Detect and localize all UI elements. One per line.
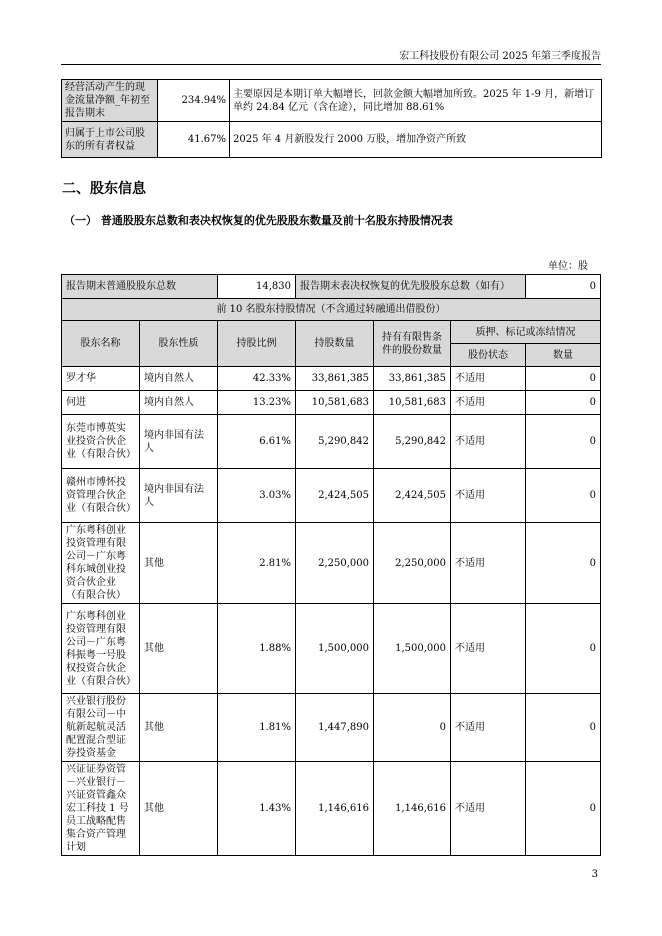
holder-count: 33,861,385: [296, 367, 374, 391]
holder-name: 广东粤科创业投资管理有限公司－广东粤科东城创业投资合伙企业（有限合伙）: [62, 523, 140, 604]
holder-pledge-status: 不适用: [451, 523, 526, 604]
change-cell: 234.94%: [158, 80, 230, 122]
header-name: 股东名称: [62, 321, 140, 367]
table-row: [62, 367, 601, 391]
holder-name: 赣州市博怀投资管理合伙企业（有限合伙）: [62, 469, 140, 523]
table-row: [62, 694, 601, 762]
holder-ratio: 6.61%: [218, 415, 296, 469]
header-restricted: 持有有限售条件的股份数量: [374, 321, 451, 367]
holder-restricted: 2,424,505: [374, 469, 451, 523]
holder-ratio: 13.23%: [218, 391, 296, 415]
change-cell: 41.67%: [158, 122, 230, 158]
holder-pledge-qty: 0: [526, 367, 601, 391]
holder-count: 5,290,842: [296, 415, 374, 469]
header-nature: 股东性质: [140, 321, 218, 367]
holder-nature: 境内非国有法人: [140, 469, 218, 523]
holder-ratio: 3.03%: [218, 469, 296, 523]
header-pledge-count: 数量: [526, 344, 601, 367]
holder-restricted: 1,146,616: [374, 762, 451, 856]
holder-name: 兴证证券资管－兴业银行－兴证资管鑫众宏工科技 1 号员工战略配售集合资产管理计划: [62, 762, 140, 856]
holder-restricted: 1,500,000: [374, 604, 451, 694]
holder-pledge-status: 不适用: [451, 694, 526, 762]
header-ratio: 持股比例: [218, 321, 296, 367]
reason-cell: 2025 年 4 月新股发行 2000 万股，增加净资产所致: [230, 122, 602, 158]
holder-restricted: 5,290,842: [374, 415, 451, 469]
holder-count: 1,500,000: [296, 604, 374, 694]
holder-pledge-status: 不适用: [451, 604, 526, 694]
table-header-row: [62, 321, 601, 344]
holder-ratio: 1.88%: [218, 604, 296, 694]
holder-pledge-status: 不适用: [451, 367, 526, 391]
table-row: [62, 299, 601, 321]
page-header-title: 宏工科技股份有限公司 2025 年第三季度报告: [399, 51, 601, 62]
table-row: [62, 391, 601, 415]
holder-name: 罗才华: [62, 367, 140, 391]
holder-pledge-qty: 0: [526, 391, 601, 415]
holder-name: 东莞市博英实业投资合伙企业（有限合伙）: [62, 415, 140, 469]
holder-nature: 境内自然人: [140, 391, 218, 415]
holder-ratio: 2.81%: [218, 523, 296, 604]
unit-label: 单位：股: [548, 261, 588, 272]
table-row: [62, 275, 601, 299]
holder-pledge-qty: 0: [526, 694, 601, 762]
holder-pledge-qty: 0: [526, 415, 601, 469]
table-row: [62, 122, 602, 158]
holder-restricted: 0: [374, 694, 451, 762]
table-row: [62, 523, 601, 604]
holder-nature: 境内非国有法人: [140, 415, 218, 469]
header-count: 持股数量: [296, 321, 374, 367]
shareholder-table: [61, 274, 601, 856]
holder-nature: 其他: [140, 604, 218, 694]
holder-count: 10,581,683: [296, 391, 374, 415]
header-divider: [61, 64, 601, 65]
holder-name: 广东粤科创业投资管理有限公司－广东粤科振粤一号股权投资合伙企业（有限合伙）: [62, 604, 140, 694]
holder-pledge-qty: 0: [526, 762, 601, 856]
table-row: [62, 469, 601, 523]
holder-pledge-qty: 0: [526, 604, 601, 694]
header-pledge-group: 质押、标记或冻结情况: [451, 321, 601, 344]
holder-pledge-status: 不适用: [451, 762, 526, 856]
holder-pledge-qty: 0: [526, 523, 601, 604]
holder-ratio: 1.43%: [218, 762, 296, 856]
top10-caption: 前 10 名股东持股情况（不含通过转融通出借股份）: [62, 299, 601, 321]
holder-nature: 境内自然人: [140, 367, 218, 391]
reason-cell: 主要原因是本期订单大幅增长，回款金额大幅增加所致。2025 年 1-9 月，新增订单约 24.84 亿元（含在途），同比增加 88.61%: [230, 80, 602, 122]
subsection-title: （一） 普通股股东总数和表决权恢复的优先股股东数量及前十名股东持股情况表: [64, 214, 453, 227]
total-holders-value: 14,830: [218, 275, 296, 299]
header-pledge-status: 股份状态: [451, 344, 526, 367]
holder-name: 兴业银行股份有限公司－中航新起航灵活配置混合型证券投资基金: [62, 694, 140, 762]
pref-holders-value: 0: [526, 275, 601, 299]
table-row: [62, 415, 601, 469]
holder-pledge-status: 不适用: [451, 391, 526, 415]
holder-pledge-status: 不适用: [451, 415, 526, 469]
section-title: 二、股东信息: [62, 181, 146, 197]
holder-name: 何进: [62, 391, 140, 415]
holder-nature: 其他: [140, 523, 218, 604]
financial-change-table: [61, 79, 602, 158]
holder-pledge-qty: 0: [526, 469, 601, 523]
pref-holders-label: 报告期末表决权恢复的优先股股东总数（如有）: [296, 275, 526, 299]
holder-ratio: 42.33%: [218, 367, 296, 391]
holder-restricted: 2,250,000: [374, 523, 451, 604]
holder-count: 2,424,505: [296, 469, 374, 523]
item-cell: 经营活动产生的现金流量净额_年初至报告期末: [62, 80, 158, 122]
holder-ratio: 1.81%: [218, 694, 296, 762]
holder-count: 1,146,616: [296, 762, 374, 856]
holder-restricted: 10,581,683: [374, 391, 451, 415]
item-cell: 归属于上市公司股东的所有者权益: [62, 122, 158, 158]
holder-count: 1,447,890: [296, 694, 374, 762]
table-row: [62, 604, 601, 694]
table-row: [62, 762, 601, 856]
page-number: 3: [591, 869, 598, 880]
holder-pledge-status: 不适用: [451, 469, 526, 523]
holder-restricted: 33,861,385: [374, 367, 451, 391]
total-holders-label: 报告期末普通股股东总数: [62, 275, 218, 299]
holder-count: 2,250,000: [296, 523, 374, 604]
table-row: [62, 80, 602, 122]
holder-nature: 其他: [140, 694, 218, 762]
holder-nature: 其他: [140, 762, 218, 856]
